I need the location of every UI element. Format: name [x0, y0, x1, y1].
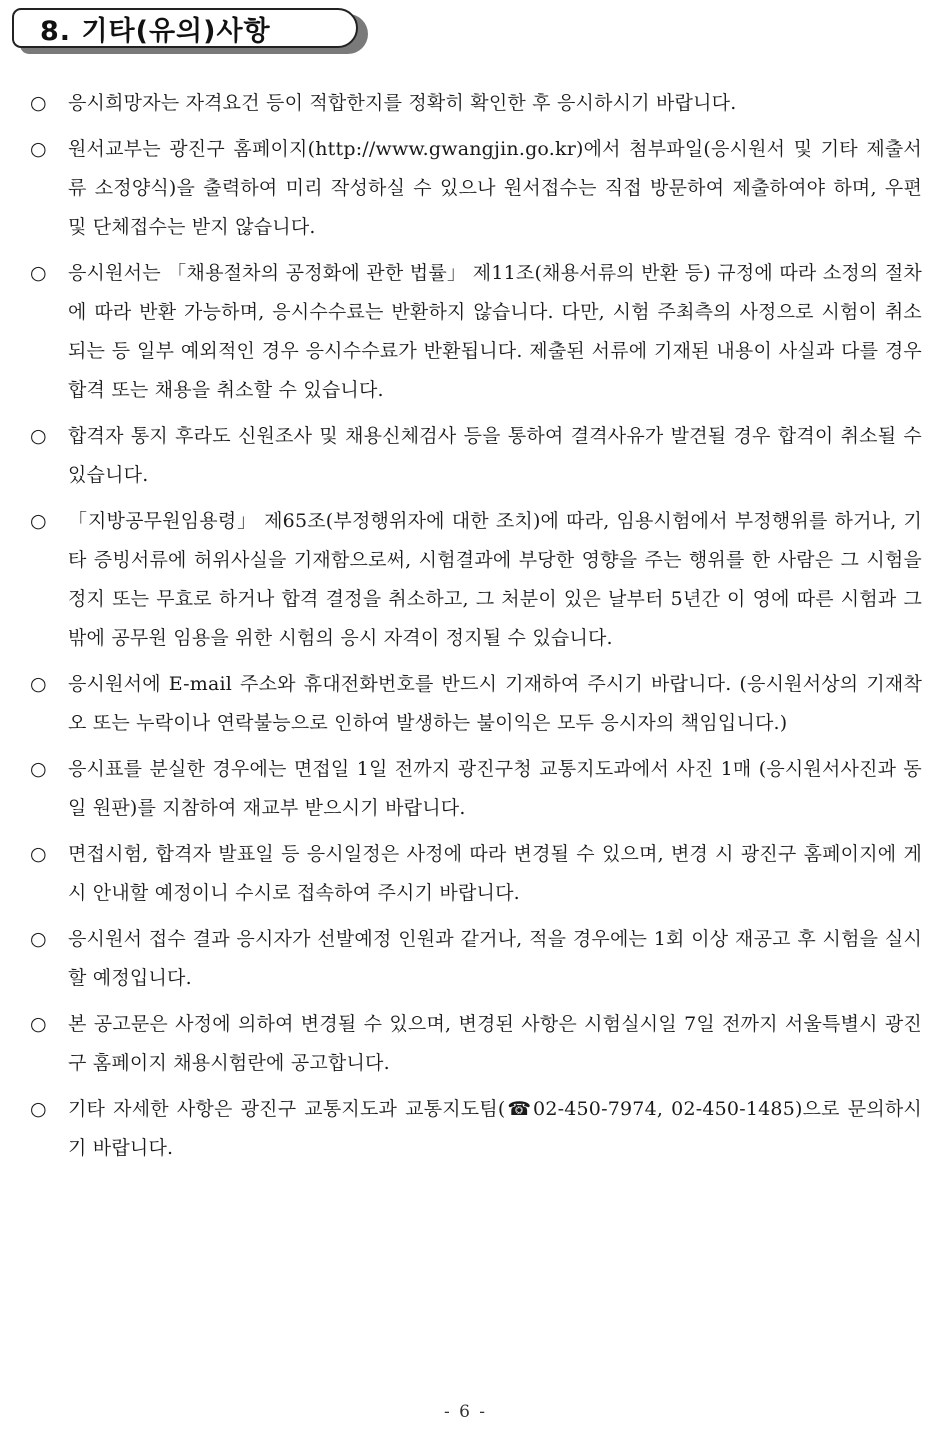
section-header-box — [12, 8, 358, 48]
notice-text: 합격자 통지 후라도 신원조사 및 채용신체검사 등을 통하여 결격사유가 발견될 경우 합격이 취소될 수 있습니다. — [68, 425, 922, 486]
notice-item — [30, 254, 922, 410]
notice-text: 응시희망자는 자격요건 등이 적합한지를 정확히 확인한 후 응시하시기 바랍니다. — [68, 92, 737, 114]
bullet-circle-icon: ○ — [30, 138, 47, 160]
contact-text-before: 기타 자세한 사항은 광진구 교통지도과 교통지도팀( — [68, 1098, 506, 1120]
contact-text-after: )으로 문의하시기 바랍니다. — [68, 1098, 922, 1159]
bullet-circle-icon: ○ — [30, 673, 47, 695]
phone-icon: ☎ — [505, 1098, 534, 1120]
notice-item — [30, 1005, 922, 1083]
notice-text: 응시표를 분실한 경우에는 면접일 1일 전까지 광진구청 교통지도과에서 사진 1매 (응시원서사진과 동일 원판)를 지참하여 재교부 받으시기 바랍니다. — [68, 758, 922, 819]
section-header — [12, 8, 364, 52]
bullet-circle-icon: ○ — [30, 92, 47, 114]
bullet-circle-icon: ○ — [30, 928, 47, 950]
notice-item — [30, 130, 922, 247]
notice-item — [30, 835, 922, 913]
section-title: 8. 기타(유의)사항 — [40, 15, 271, 47]
page-number: - 6 - — [443, 1402, 488, 1422]
notice-text: 응시원서 접수 결과 응시자가 선발예정 인원과 같거나, 적을 경우에는 1회 이상 재공고 후 시험을 실시할 예정입니다. — [68, 928, 922, 989]
notice-item — [30, 920, 922, 998]
notice-item — [30, 750, 922, 828]
notice-text: 「지방공무원임용령」 제65조(부정행위자에 대한 조치)에 따라, 임용시험에서 부정행위를 하거나, 기타 증빙서류에 허위사실을 기재함으로써, 시험결과에 부당한 영향을 주는 행위를 한 사람은 그 시험을 정지 또는 무효로 하거나 합격 결정을 취소하고, 그 처분이 있은 날부터 5년간 이 영에 따른 시험과 그 밖에 공무원 임용을 위한 시험의 응시 자격이 정지될 수 있습니다. — [68, 510, 922, 649]
bullet-circle-icon: ○ — [30, 510, 47, 532]
bullet-circle-icon: ○ — [30, 843, 47, 865]
notice-item — [30, 417, 922, 495]
notice-list — [30, 84, 922, 1175]
bullet-circle-icon: ○ — [30, 425, 47, 447]
bullet-circle-icon: ○ — [30, 1098, 47, 1120]
notice-text: 본 공고문은 사정에 의하여 변경될 수 있으며, 변경된 사항은 시험실시일 7일 전까지 서울특별시 광진구 홈페이지 채용시험란에 공고합니다. — [68, 1013, 922, 1074]
bullet-circle-icon: ○ — [30, 1013, 47, 1035]
contact-phone-numbers: 02-450-7974, 02-450-1485 — [533, 1098, 795, 1120]
bullet-circle-icon: ○ — [30, 262, 47, 284]
notice-text: 원서교부는 광진구 홈페이지(http://www.gwangjin.go.kr)에서 첨부파일(응시원서 및 기타 제출서류 소정양식)을 출력하여 미리 작성하실 수 있으나 원서접수는 직접 방문하여 제출하여야 하며, 우편 및 단체접수는 받지 않습니다. — [68, 138, 922, 238]
notice-item — [30, 665, 922, 743]
notice-item — [30, 502, 922, 658]
notice-text: 응시원서는 「채용절차의 공정화에 관한 법률」 제11조(채용서류의 반환 등) 규정에 따라 소정의 절차에 따라 반환 가능하며, 응시수수료는 반환하지 않습니다. 다만, 시험 주최측의 사정으로 시험이 취소되는 등 일부 예외적인 경우 응시수수료가 반환됩니다. 제출된 서류에 기재된 내용이 사실과 다를 경우 합격 또는 채용을 취소할 수 있습니다. — [68, 262, 922, 401]
notice-item — [30, 84, 922, 123]
notice-item-contact — [30, 1090, 922, 1168]
bullet-circle-icon: ○ — [30, 758, 47, 780]
notice-text: 응시원서에 E-mail 주소와 휴대전화번호를 반드시 기재하여 주시기 바랍니다. (응시원서상의 기재착오 또는 누락이나 연락불능으로 인하여 발생하는 불이익은 모두 응시자의 책임입니다.) — [68, 673, 922, 734]
notice-text: 면접시험, 합격자 발표일 등 응시일정은 사정에 따라 변경될 수 있으며, 변경 시 광진구 홈페이지에 게시 안내할 예정이니 수시로 접속하여 주시기 바랍니다. — [68, 843, 922, 904]
